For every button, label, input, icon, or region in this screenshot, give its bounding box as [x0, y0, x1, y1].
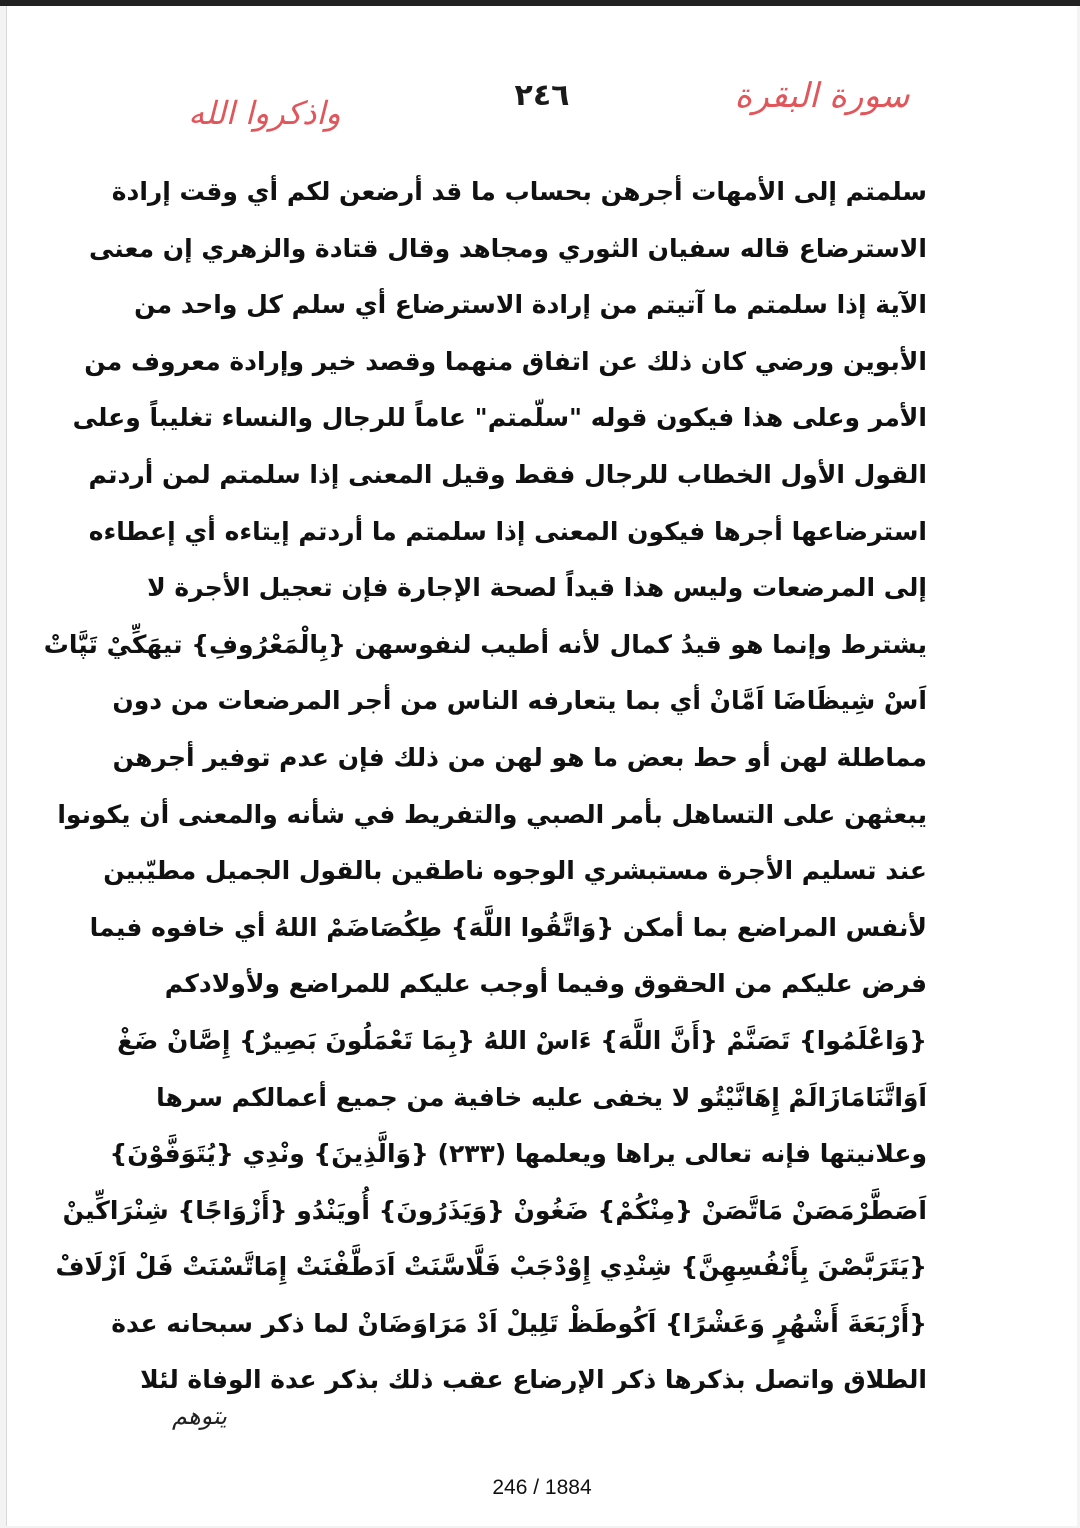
text-line: {وَاعْلَمُوا} تَصَنَّمْ {أَنَّ اللَّهَ} ءَاسْ اللهُ {بِمَا تَعْمَلُونَ بَصِيرٌ} إِصَّانْ ضَغْ — [117, 1025, 927, 1055]
text-line: {أَرْبَعَةَ أَشْهُرٍ وَعَشْرًا} اَكُوطَظْ تَلِيلْ اَدْ مَرَاوَضَانْ لما ذكر سبحانه عدة — [111, 1308, 927, 1338]
text-line: وعلانيتها فإنه تعالى يراها ويعلمها (٢٣٣) {وَالَّذِينَ} ونْدِي {يُتَوَفَّوْنَ} — [109, 1139, 927, 1169]
text-line: إلى المرضعات وليس هذا قيداً لصحة الإجارة فإن تعجيل الأجرة لا — [147, 573, 927, 603]
text-line: استرضاعها أجرها فيكون المعنى إذا سلمتم ما أردتم إيتاءه أي إعطاءه — [88, 516, 927, 546]
body-text — [43, 164, 927, 1409]
text-line: الآية إذا سلمتم ما آتيتم من إرادة الاسترضاع أي سلم كل واحد من — [134, 290, 927, 320]
text-line: الأمر وعلى هذا فيكون قوله "سلّمتم" عاماً للرجال والنساء تغليباً وعلى — [72, 403, 927, 433]
text-line: سلمتم إلى الأمهات أجرهن بحساب ما قد أرضعن لكم أي وقت إرادة — [111, 177, 927, 206]
surah-title-handwritten: سورة البقرة — [734, 76, 910, 116]
text-line: {يَتَرَبَّصْنَ بِأَنْفُسِهِنَّ} شِنْدِي إِوْدْجَبْ فَلَّاسَّنَتْ اَدَطَّفْنَتْ إِمَاتَّسْنَتْ فَلْ اَزْلَافْ — [55, 1252, 927, 1282]
marginal-note-handwritten: واذكروا الله — [188, 94, 341, 132]
text-line: لأنفس المراضع بما أمكن {وَاتَّقُوا اللَّهَ} طِكُصَاضَمْ اللهُ أي خافوه فيما — [89, 912, 927, 942]
page-number: ٢٤٦ — [514, 78, 570, 113]
text-line: يشترط وإنما هو قيدُ كمال لأنه أطيب لنفوسهن {بِالْمَعْرُوفِ} تيهَكِّيْ تَپَّاتْ — [43, 629, 927, 659]
text-line: اَسْ شِيظَاضَا اَمَّانْ أي بما يتعارفه الناس من أجر المرضعات من دون — [112, 686, 927, 716]
text-line: فرض عليكم من الحقوق وفيما أوجب عليكم للمراضع ولأولادكم — [164, 969, 927, 999]
text-line: عند تسليم الأجرة مستبشري الوجوه ناطقين بالقول الجميل مطيّبين — [103, 856, 927, 886]
text-line: الأبوين ورضي كان ذلك عن اتفاق منهما وقصد خير وإرادة معروف من — [84, 346, 927, 376]
text-line: الطلاق واتصل بذكرها ذكر الإرضاع عقب ذلك بذكر عدة الوفاة لئلا — [140, 1365, 927, 1395]
text-line: اَوَاتَّنَامَازَالَمْ إِهَانَّيْتُو لا يخفى عليه خافية من جميع أعمالكم سرها — [156, 1082, 927, 1112]
text-line: مماطلة لهن أو حط بعض ما هو لهن من ذلك فإن عدم توفير أجرهن — [112, 742, 927, 772]
text-line: اَصَطَّرْمَصَنْ مَاتَّصَنْ {مِنْكُمْ} ضَغُونْ {وَيَذَرُونَ} أُويَنْدُو {أَزْوَاجًا} شِنْرَاكِّينْ — [62, 1195, 927, 1225]
text-line: الاسترضاع قاله سفيان الثوري ومجاهد وقال قتادة والزهري إن معنى — [88, 233, 927, 263]
scanned-page — [6, 6, 1077, 1526]
text-line: يبعثهن على التساهل بأمر الصبي والتفريط في شأنه والمعنى أن يكونوا — [57, 799, 927, 829]
text-line: القول الأول الخطاب للرجال فقط وقيل المعنى إذا سلمتم لمن أردتم — [88, 459, 927, 489]
page-indicator: 246 / 1884 — [492, 1476, 592, 1499]
catchword-handwritten: يتوهم — [172, 1402, 227, 1430]
